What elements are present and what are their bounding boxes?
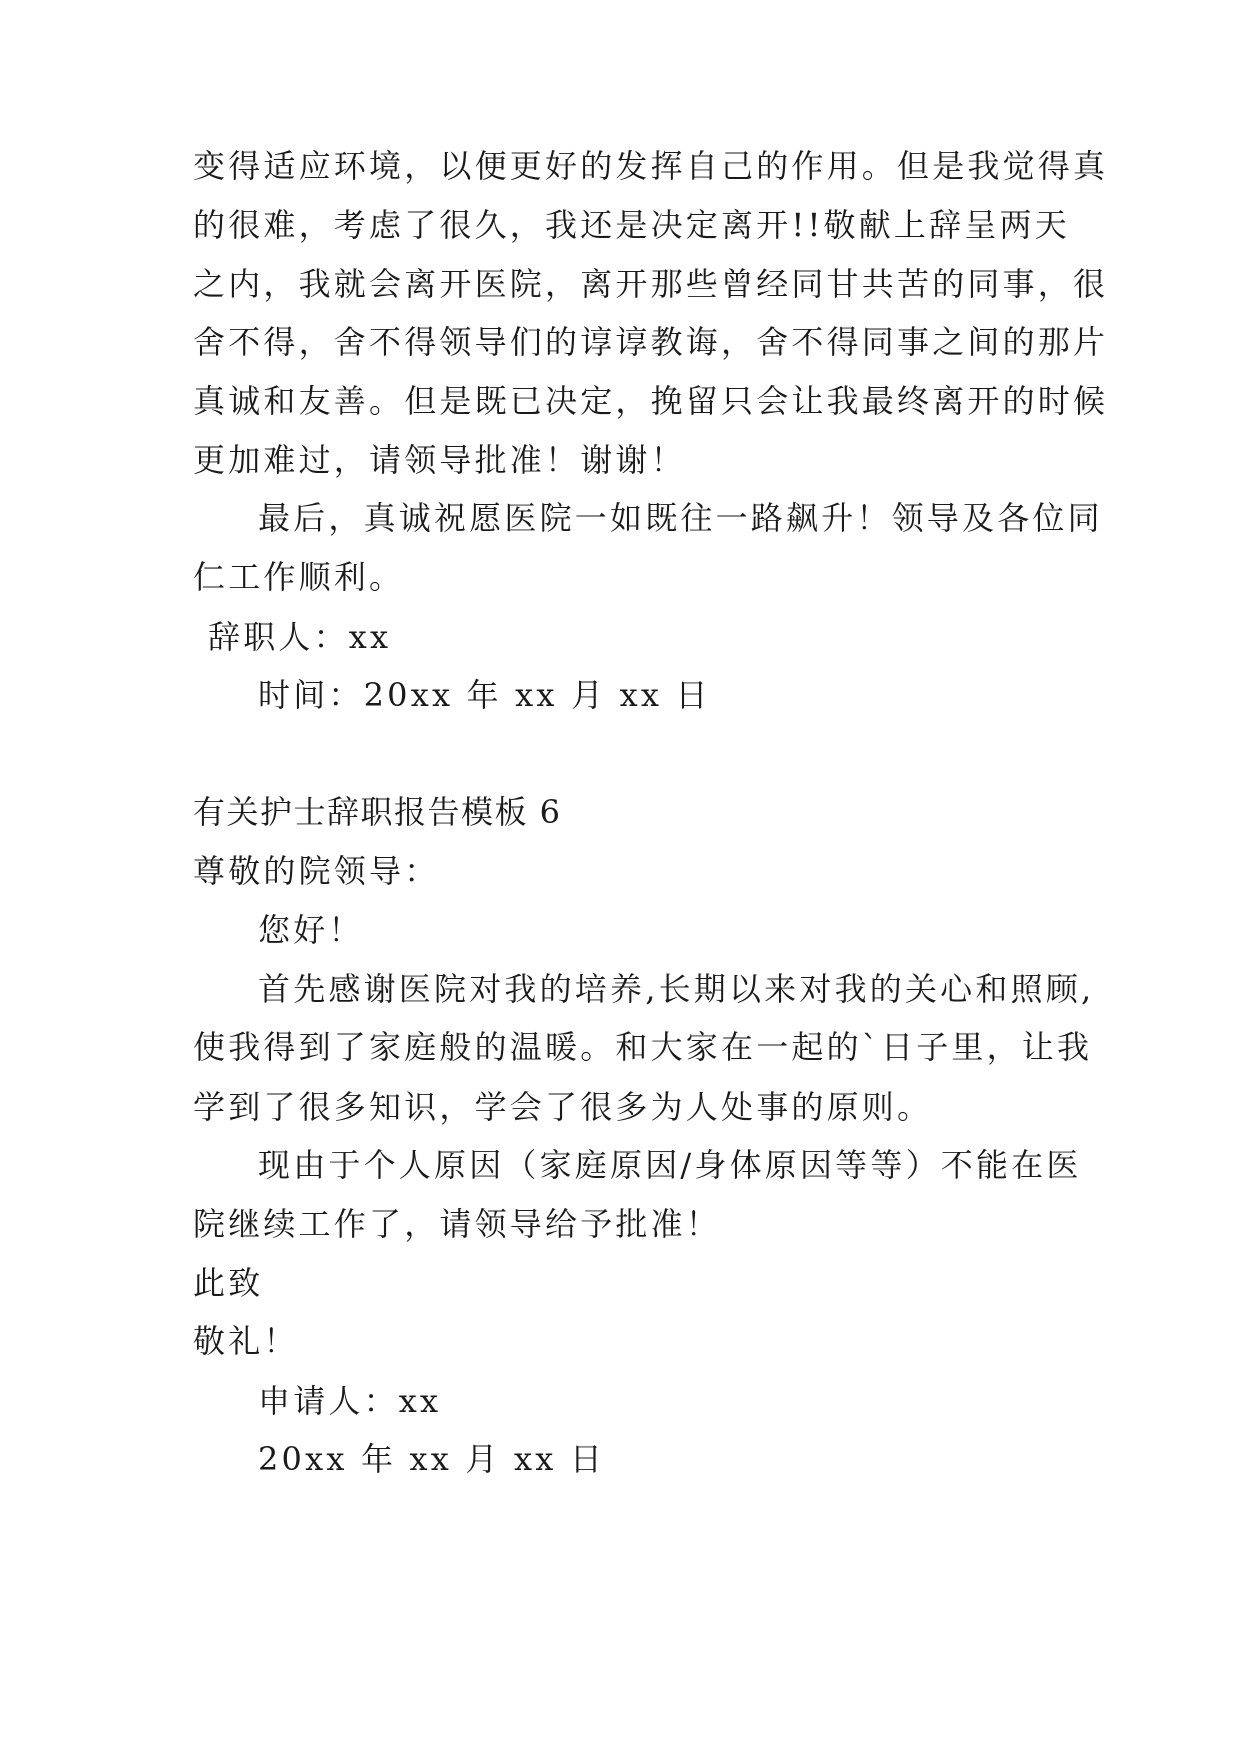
application-date: 20xx 年 xx 月 xx 日 [258, 1440, 606, 1478]
closing-regards: 敬礼！ [193, 1322, 299, 1360]
body-paragraph-line: 现由于个人原因（家庭原因/身体原因等等）不能在医 [258, 1146, 1082, 1184]
text-line: 舍不得，舍不得领导们的谆谆教诲，舍不得同事之间的那片 [193, 323, 1109, 361]
body-paragraph-line: 院继续工作了，请领导给予批准！ [193, 1205, 722, 1243]
text-line: 变得适应环境，以便更好的发挥自己的作用。但是我觉得真 [193, 147, 1109, 185]
closing-phrase: 此致 [193, 1264, 264, 1302]
salutation: 尊敬的院领导： [193, 852, 440, 890]
text-line: 的很难，考虑了很久，我还是决定离开!!敬献上辞呈两天 [193, 206, 1070, 244]
text-line: 之内，我就会离开医院，离开那些曾经同甘共苦的同事，很 [193, 265, 1109, 303]
resignation-date: 时间：20xx 年 xx 月 xx 日 [258, 676, 711, 714]
text-line: 真诚和友善。但是既已决定，挽留只会让我最终离开的时候 [193, 382, 1109, 420]
section-title: 有关护士辞职报告模板 6 [193, 793, 562, 831]
body-paragraph-line: 首先感谢医院对我的培养,长期以来对我的关心和照顾, [258, 970, 1095, 1008]
body-paragraph-line: 使我得到了家庭般的温暖。和大家在一起的`日子里，让我 [193, 1028, 1093, 1066]
resigner-signature: 辞职人：xx [208, 618, 392, 656]
applicant-signature: 申请人：xx [258, 1382, 442, 1420]
closing-wish-line: 仁工作顺利。 [193, 558, 405, 596]
body-paragraph-line: 学到了很多知识，学会了很多为人处事的原则。 [193, 1088, 933, 1126]
text-line: 更加难过，请领导批准！谢谢！ [193, 441, 686, 479]
closing-wish-line: 最后，真诚祝愿医院一如既往一路飙升！领导及各位同 [258, 499, 1103, 537]
greeting: 您好！ [258, 911, 364, 949]
